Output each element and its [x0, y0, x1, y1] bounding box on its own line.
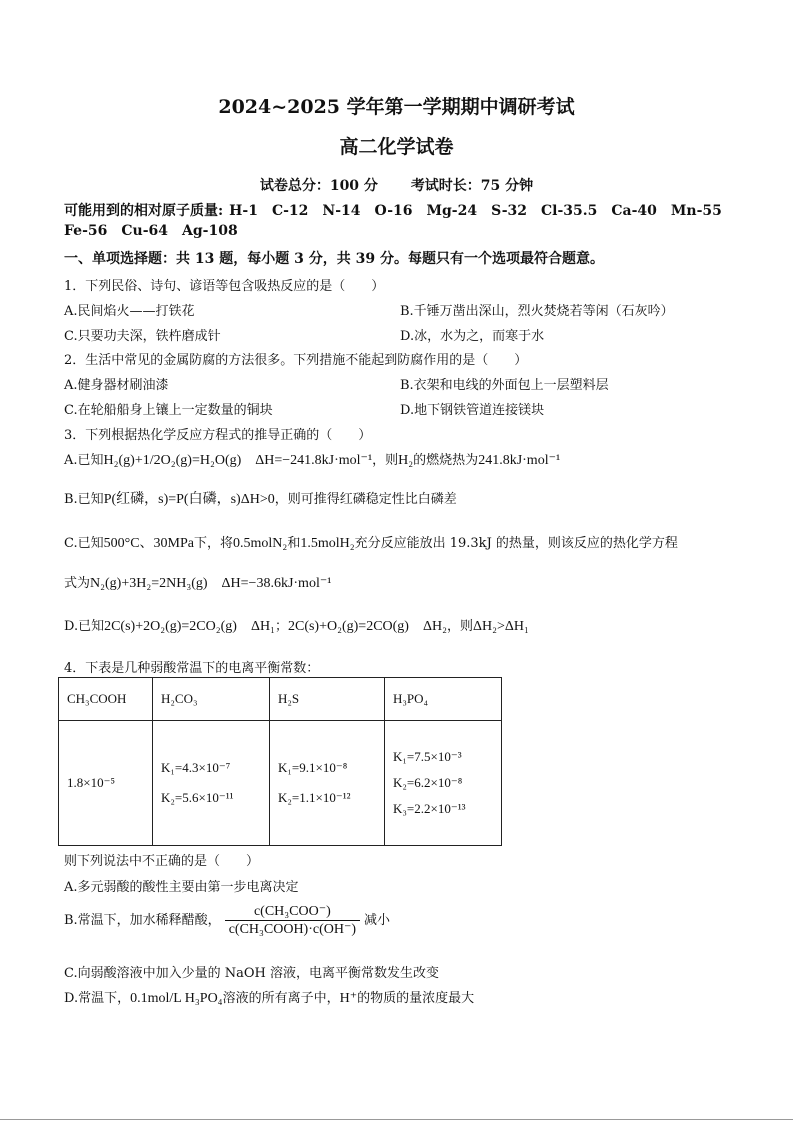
q2-option-a: A.健身器材刷油漆: [64, 378, 169, 393]
exam-duration: 考试时长：75 分钟: [410, 178, 534, 194]
h2co3-k1: K₁=4.3×10⁻⁷: [161, 760, 231, 775]
q4-d-post: 的物质的量浓度最大: [357, 991, 475, 1006]
h3po4-k1: K₁=7.5×10⁻³: [393, 749, 462, 764]
q3-c-h2: 1.5molH₂: [300, 536, 355, 551]
atomic-masses-label: 可能用到的相对原子质量:: [64, 203, 224, 219]
atomic-mass: Mg-24: [426, 203, 478, 219]
section-heading: 一、单项选择题：共 13 题，每小题 3 分，共 39 分。每题只有一个选项最符合题意。: [64, 251, 604, 267]
q3-option-b: [64, 488, 457, 508]
q2-option-d: D.地下钢铁管道连接镁块: [400, 403, 545, 418]
q3-option-a: [64, 449, 560, 469]
fraction-denominator: c(CH₃COOH)·c(OH⁻): [228, 922, 357, 937]
q3-c-n2: 0.5molN₂: [233, 536, 288, 551]
q3-a-equation: H₂(g)+1/2O₂(g)=H₂O(g) ΔH=−241.8kJ·mol⁻¹: [103, 453, 373, 468]
q4-d-ion: H⁺: [339, 991, 358, 1006]
q3-b-prefix: B.已知: [64, 492, 104, 507]
atomic-mass: Cl-35.5: [541, 203, 598, 219]
q4-option-a: A.多元弱酸的酸性主要由第一步电离决定: [64, 880, 299, 895]
q3-c-and: 和: [287, 536, 301, 551]
atomic-mass: C-12: [271, 203, 309, 219]
atomic-mass: N-14: [322, 203, 361, 219]
q3-c-prefix: C.已知: [64, 536, 104, 551]
q3-c-condition: 500°C、30MPa: [103, 536, 195, 551]
atomic-mass: Mn-55: [670, 203, 722, 219]
table-row: [59, 721, 502, 846]
q3-d-equation-1: 2C(s)+2O₂(g)=2CO₂(g) ΔH₁: [104, 619, 275, 634]
q2-option-b: B.衣架和电线的外面包上一层塑料层: [400, 378, 609, 393]
q2-stem: 2．生活中常见的金属防腐的方法很多。下列措施不能起到防腐作用的是（ ）: [64, 353, 528, 368]
q3-option-d: [64, 615, 529, 635]
q3-a-value: 241.8kJ·mol⁻¹: [478, 453, 561, 468]
q3-d-prefix: D.已知: [64, 619, 105, 634]
q1-stem: 1．下列民俗、诗句、谚语等包含吸热反应的是（ ）: [64, 279, 385, 294]
q4-b-prefix: B.常温下，加水稀释醋酸，: [64, 913, 221, 928]
q4-stem: 4．下表是几种弱酸常温下的电离平衡常数：: [64, 661, 320, 676]
q4-option-d: [64, 987, 474, 1007]
q3-a-h2: H₂: [398, 453, 414, 468]
atomic-mass: Cu-64: [121, 223, 168, 239]
atomic-mass: Fe-56: [64, 223, 108, 239]
q4-ask: 则下列说法中不正确的是（ ）: [64, 854, 260, 869]
q3-d-comparison: ΔH₂>ΔH₁: [472, 619, 529, 634]
q3-a-mid: ，则: [372, 453, 399, 468]
q3-stem: 3．下列根据热化学反应方程式的推导正确的（ ）: [64, 428, 372, 443]
q4-d-mid: 溶液的所有离子中，: [222, 991, 340, 1006]
atomic-mass: Ag-108: [182, 223, 238, 239]
q3-option-c: [64, 532, 678, 552]
ionization-constant-table: [58, 677, 502, 846]
table-header-cell: H₂S: [270, 678, 385, 721]
q1-option-c: C.只要功夫深，铁杵磨成针: [64, 329, 221, 344]
q3-b-equation: P(红磷，s)=P(白磷，s)ΔH>0: [103, 492, 275, 507]
atomic-mass: H-1: [229, 203, 258, 219]
q3-b-post: ，则可推得红磷稳定性比白磷差: [274, 492, 457, 507]
q1-option-d: D.冰，水为之，而寒于水: [400, 329, 545, 344]
q3-d-post: ，则: [446, 619, 473, 634]
q4-b-post: 减小: [364, 913, 391, 928]
atomic-mass: Ca-40: [611, 203, 657, 219]
q3-c-line2-prefix: 式为: [64, 576, 91, 591]
total-score: 试卷总分：100 分: [259, 178, 378, 194]
q3-d-equation-2: 2C(s)+O₂(g)=2CO(g) ΔH₂: [287, 619, 447, 634]
q1-option-b: B.千锤万凿出深山，烈火焚烧若等闲（石灰吟）: [400, 304, 674, 319]
q3-a-post: 的燃烧热为: [413, 453, 479, 468]
q4-d-prefix: D.常温下，: [64, 991, 131, 1006]
table-cell-ch3cooh: 1.8×10⁻⁵: [59, 721, 153, 846]
q3-d-separator: ；: [274, 619, 288, 634]
h2s-k2: K₂=1.1×10⁻¹²: [278, 790, 351, 805]
atomic-masses-row1: [64, 200, 736, 220]
table-header-cell: H₂CO₃: [153, 678, 270, 721]
fraction-numerator: c(CH₃COO⁻): [225, 903, 360, 921]
q3-option-c-line2: [64, 572, 331, 592]
q2-option-c: C.在轮船船身上镶上一定数量的铜块: [64, 403, 273, 418]
atomic-mass: S-32: [491, 203, 528, 219]
q3-a-prefix: A.已知: [64, 453, 104, 468]
table-cell-h2co3: [153, 721, 270, 846]
table-header-cell: CH₃COOH: [59, 678, 153, 721]
h2co3-k2: K₂=5.6×10⁻¹¹: [161, 790, 234, 805]
q4-d-concentration: 0.1mol/L H₃PO₄: [130, 991, 223, 1006]
atomic-mass: O-16: [374, 203, 413, 219]
q3-c-post: 充分反应能放出 19.3kJ 的热量，则该反应的热化学方程: [354, 536, 678, 551]
q4-b-fraction: [225, 903, 360, 938]
table-cell-h3po4: [385, 721, 502, 846]
h3po4-k2: K₂=6.2×10⁻⁸: [393, 775, 463, 790]
q4-option-c: C.向弱酸溶液中加入少量的 NaOH 溶液，电离平衡常数发生改变: [64, 966, 440, 981]
page-bottom-rule: [0, 1119, 793, 1120]
table-header-cell: H₃PO₄: [385, 678, 502, 721]
q1-option-a: A.民间焰火——打铁花: [64, 304, 195, 319]
q3-c-equation: N₂(g)+3H₂=2NH₃(g) ΔH=−38.6kJ·mol⁻¹: [90, 576, 332, 591]
q3-c-mid: 下，将: [194, 536, 234, 551]
exam-meta: [0, 175, 793, 195]
h2s-k1: K₁=9.1×10⁻⁸: [278, 760, 348, 775]
exam-subtitle: 高二化学试卷: [339, 136, 454, 158]
atomic-masses-row2: [64, 223, 252, 239]
table-cell-h2s: [270, 721, 385, 846]
table-header-row: [59, 678, 502, 721]
q4-option-b: [64, 903, 390, 938]
exam-title: 2024~2025 学年第一学期期中调研考试: [218, 96, 575, 118]
h3po4-k3: K₃=2.2×10⁻¹³: [393, 801, 466, 816]
